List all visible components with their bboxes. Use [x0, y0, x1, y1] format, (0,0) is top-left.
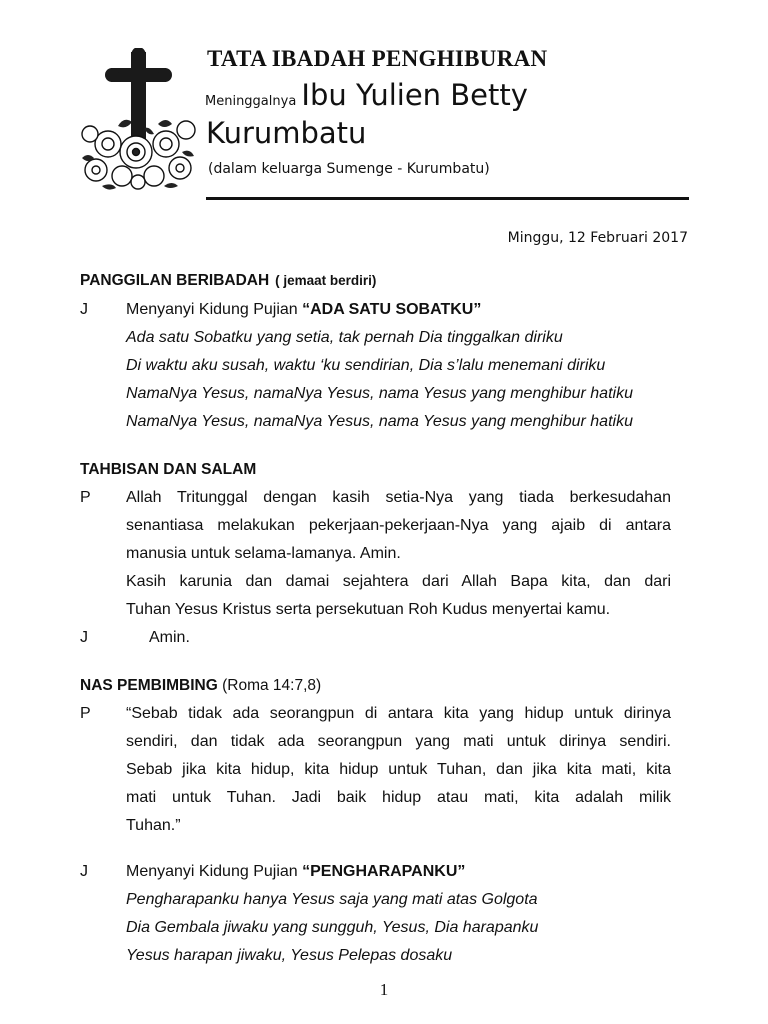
- page-number: 1: [379, 980, 389, 999]
- text-line: Tuhan.”: [126, 817, 181, 834]
- section-heading-nas: [80, 677, 321, 695]
- role-label: P: [80, 489, 91, 506]
- deceased-name-line2: Kurumbatu: [206, 116, 367, 150]
- section-heading-panggilan: [80, 272, 376, 290]
- deceased-name-line1: Ibu Yulien Betty: [301, 78, 528, 112]
- lyric-line: NamaNya Yesus, namaNya Yesus, nama Yesus yang menghibur hatiku: [126, 413, 633, 430]
- deceased-prefix: Meninggalnya: [205, 94, 297, 109]
- text-line: mati untuk Tuhan. Jadi baik hidup atau mati, kita adalah milik: [126, 789, 671, 806]
- header-divider: [206, 197, 689, 200]
- document-title: TATA IBADAH PENGHIBURAN: [207, 46, 548, 71]
- scripture-reference: (Roma 14:7,8): [217, 677, 322, 694]
- lyric-line: Yesus harapan jiwaku, Yesus Pelepas dosaku: [126, 947, 453, 964]
- song-intro-line: [126, 301, 671, 319]
- section-heading-tahbisan: TAHBISAN DAN SALAM: [80, 461, 257, 478]
- text-line: sendiri, dan tidak ada seorangpun yang mati untuk dirinya sendiri.: [126, 733, 671, 750]
- lyric-line: Dia Gembala jiwaku yang sungguh, Yesus, Dia harapanku: [126, 919, 539, 936]
- text-line: “Sebab tidak ada seorangpun di antara kita yang hidup untuk dirinya: [126, 705, 671, 722]
- text-line: manusia untuk selama-lamanya. Amin.: [126, 545, 401, 562]
- song-intro-line: [126, 863, 671, 881]
- deceased-line: [205, 78, 528, 112]
- text-line: senantiasa melakukan pekerjaan-pekerjaan-Nya yang ajaib di antara: [126, 517, 671, 534]
- lyric-line: NamaNya Yesus, namaNya Yesus, nama Yesus yang menghibur hatiku: [126, 385, 633, 402]
- lyric-line: Pengharapanku hanya Yesus saja yang mati atas Golgota: [126, 891, 538, 908]
- song-title: “PENGHARAPANKU”: [302, 863, 466, 880]
- heading-text: NAS PEMBIMBING: [80, 677, 218, 694]
- cross-with-flowers-icon: [78, 48, 198, 190]
- song-title: “ADA SATU SOBATKU”: [302, 301, 482, 318]
- text-line: Kasih karunia dan damai sejahtera dari Allah Bapa kita, dan dari: [126, 573, 671, 590]
- text-line: Tuhan Yesus Kristus serta persekutuan Roh Kudus menyertai kamu.: [126, 601, 611, 618]
- lyric-line: Di waktu aku susah, waktu ‘ku sendirian, Dia s’lalu menemani diriku: [126, 357, 606, 374]
- family-note: (dalam keluarga Sumenge - Kurumbatu): [208, 161, 490, 177]
- text-line: Allah Tritunggal dengan kasih setia-Nya yang tiada berkesudahan: [126, 489, 671, 506]
- role-label: J: [80, 629, 88, 646]
- song-intro: Menyanyi Kidung Pujian: [126, 863, 303, 880]
- service-date: Minggu, 12 Februari 2017: [507, 230, 688, 246]
- role-label: J: [80, 301, 88, 318]
- heading-note: ( jemaat berdiri): [275, 273, 377, 288]
- role-label: J: [80, 863, 88, 880]
- lyric-line: Ada satu Sobatku yang setia, tak pernah Dia tinggalkan diriku: [126, 329, 563, 346]
- song-intro: Menyanyi Kidung Pujian: [126, 301, 303, 318]
- role-label: P: [80, 705, 91, 722]
- heading-text: PANGGILAN BERIBADAH: [80, 272, 270, 289]
- response-text: Amin.: [149, 629, 190, 646]
- text-line: Sebab jika kita hidup, kita hidup untuk Tuhan, dan jika kita mati, kita: [126, 761, 671, 778]
